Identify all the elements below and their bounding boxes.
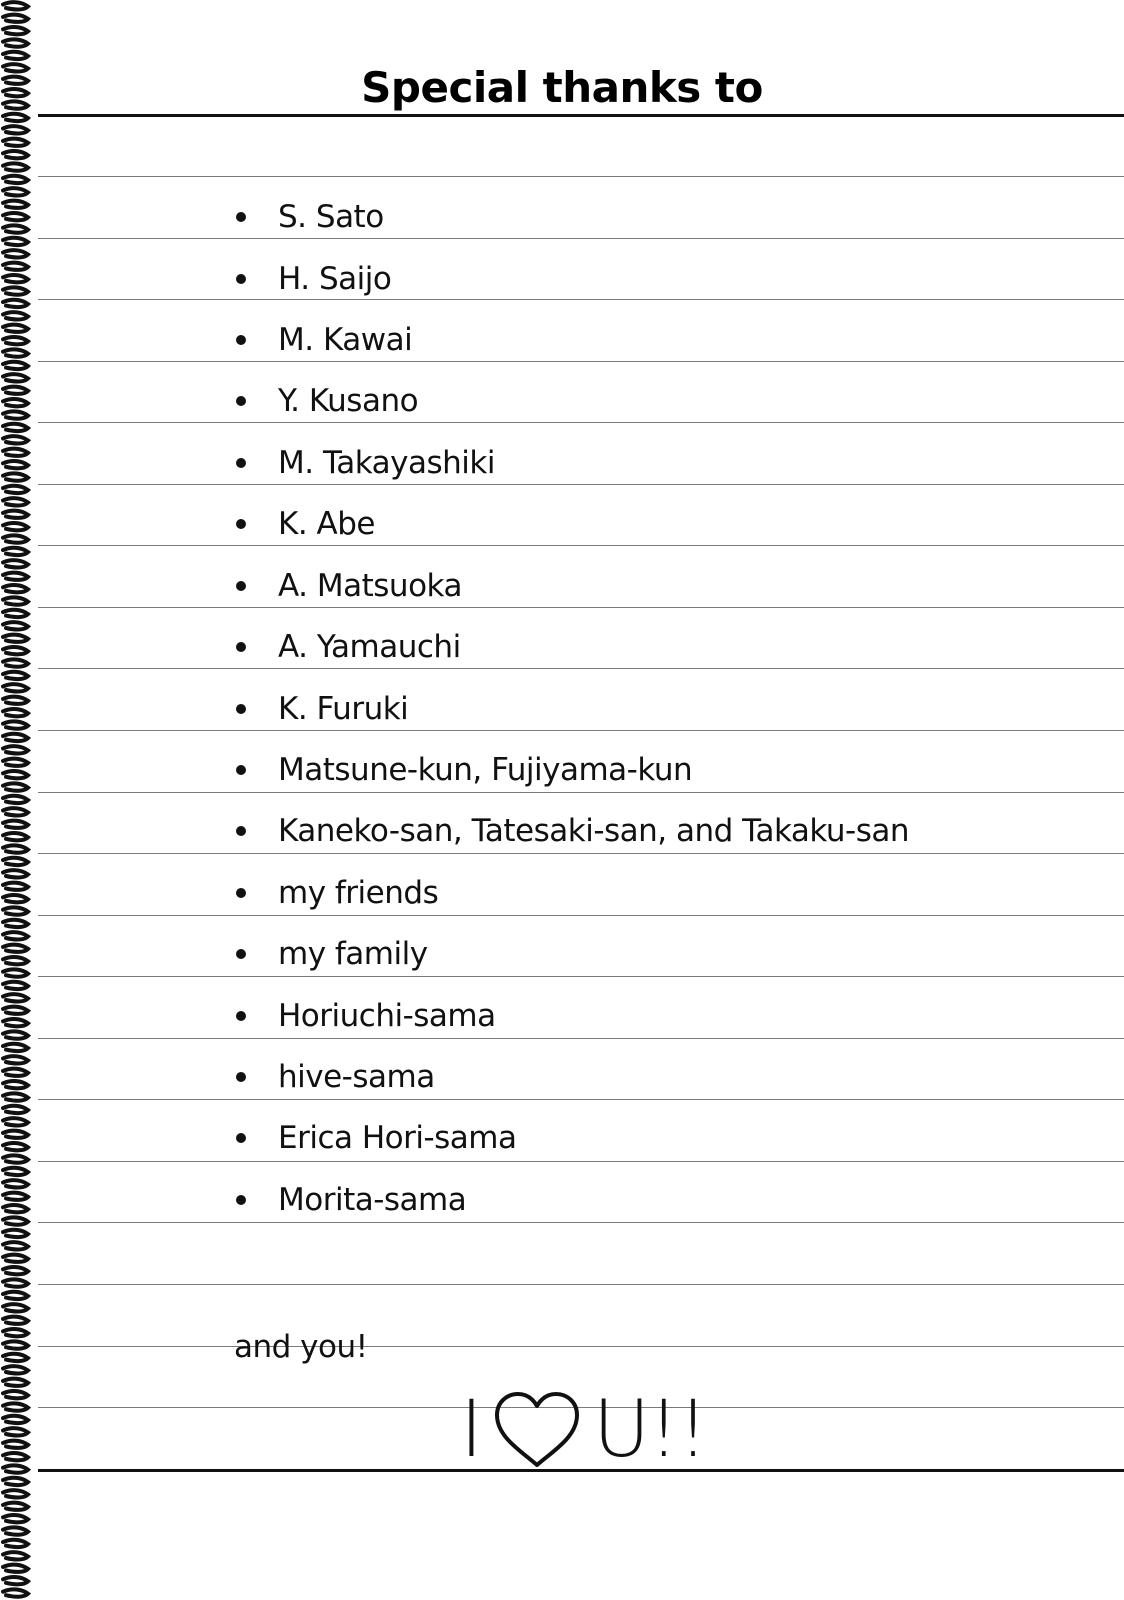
spiral-ring bbox=[3, 845, 28, 852]
spiral-ring bbox=[3, 1441, 28, 1448]
spiral-ring bbox=[3, 1031, 28, 1038]
spiral-ring bbox=[3, 1193, 28, 1200]
spiral-ring bbox=[3, 1515, 28, 1522]
spiral-ring bbox=[3, 945, 28, 952]
bullet-icon bbox=[236, 642, 246, 652]
spiral-ring bbox=[3, 1589, 28, 1596]
spiral-ring bbox=[3, 511, 28, 518]
spiral-ring bbox=[3, 1267, 28, 1274]
spiral-ring bbox=[3, 734, 28, 741]
spiral-ring bbox=[3, 560, 28, 567]
spiral-ring bbox=[3, 498, 28, 505]
bullet-icon bbox=[236, 1195, 246, 1205]
thanks-name: hive-sama bbox=[278, 1059, 435, 1095]
spiral-ring bbox=[3, 1577, 28, 1584]
spiral-ring bbox=[3, 622, 28, 629]
thanks-list-item bbox=[236, 1046, 1086, 1108]
spiral-ring bbox=[3, 1279, 28, 1286]
spiral-ring bbox=[3, 337, 28, 344]
spiral-ring bbox=[3, 387, 28, 394]
bullet-icon bbox=[236, 1011, 246, 1021]
thanks-list-item bbox=[236, 370, 1086, 432]
spiral-ring bbox=[3, 1143, 28, 1150]
spiral-ring bbox=[3, 535, 28, 542]
thanks-name: Horiuchi-sama bbox=[278, 998, 496, 1034]
spiral-ring bbox=[3, 1217, 28, 1224]
bullet-icon bbox=[236, 1072, 246, 1082]
spiral-ring bbox=[3, 659, 28, 666]
spiral-ring bbox=[3, 1552, 28, 1559]
spiral-ring bbox=[3, 721, 28, 728]
spiral-ring bbox=[3, 163, 28, 170]
spiral-ring bbox=[3, 1478, 28, 1485]
spiral-ring bbox=[3, 709, 28, 716]
spiral-ring bbox=[3, 1007, 28, 1014]
spiral-ring bbox=[3, 1292, 28, 1299]
spiral-ring bbox=[3, 176, 28, 183]
bullet-icon bbox=[236, 519, 246, 529]
spiral-ring bbox=[3, 1118, 28, 1125]
ruled-line bbox=[38, 1284, 1124, 1285]
closing-line: and you! bbox=[234, 1329, 368, 1365]
bullet-icon bbox=[236, 704, 246, 714]
spiral-ring bbox=[3, 411, 28, 418]
spiral-ring bbox=[3, 1255, 28, 1262]
spiral-ring bbox=[3, 1168, 28, 1175]
thanks-list-item bbox=[236, 678, 1086, 740]
spiral-ring bbox=[3, 151, 28, 158]
thanks-list-item bbox=[236, 493, 1086, 555]
thanks-name: H. Saijo bbox=[278, 261, 392, 297]
spiral-ring bbox=[3, 1093, 28, 1100]
thanks-list-item bbox=[236, 616, 1086, 678]
spiral-ring bbox=[3, 139, 28, 146]
spiral-ring bbox=[3, 1527, 28, 1534]
spiral-ring bbox=[3, 1180, 28, 1187]
spiral-ring bbox=[3, 635, 28, 642]
spiral-ring bbox=[3, 1044, 28, 1051]
bullet-icon bbox=[236, 335, 246, 345]
spiral-ring bbox=[3, 610, 28, 617]
love-message-start: I bbox=[460, 1385, 482, 1475]
spiral-ring bbox=[3, 932, 28, 939]
spiral-ring bbox=[3, 1379, 28, 1386]
thanks-name: my friends bbox=[278, 875, 439, 911]
spiral-ring bbox=[3, 1540, 28, 1547]
spiral-ring bbox=[3, 312, 28, 319]
spiral-ring bbox=[3, 349, 28, 356]
bullet-icon bbox=[236, 1133, 246, 1143]
bullet-icon bbox=[236, 396, 246, 406]
spiral-ring bbox=[3, 1503, 28, 1510]
spiral-ring bbox=[3, 746, 28, 753]
spiral-ring bbox=[3, 597, 28, 604]
thanks-list-item bbox=[236, 1169, 1086, 1231]
spiral-ring bbox=[3, 1056, 28, 1063]
spiral-ring bbox=[3, 362, 28, 369]
bullet-icon bbox=[236, 212, 246, 222]
spiral-ring bbox=[3, 808, 28, 815]
spiral-ring bbox=[3, 672, 28, 679]
spiral-ring bbox=[3, 1391, 28, 1398]
spiral-ring bbox=[3, 585, 28, 592]
bullet-icon bbox=[236, 949, 246, 959]
thanks-name: K. Abe bbox=[278, 506, 375, 542]
spiral-ring bbox=[3, 858, 28, 865]
spiral-ring bbox=[3, 1205, 28, 1212]
spiral-ring bbox=[3, 796, 28, 803]
spiral-ring bbox=[3, 275, 28, 282]
spiral-ring bbox=[3, 39, 28, 46]
spiral-ring bbox=[3, 895, 28, 902]
spiral-ring bbox=[3, 870, 28, 877]
spiral-ring bbox=[3, 1453, 28, 1460]
spiral-ring bbox=[3, 1019, 28, 1026]
spiral-ring bbox=[3, 1155, 28, 1162]
spiral-ring bbox=[3, 1428, 28, 1435]
spiral-ring bbox=[3, 684, 28, 691]
bullet-icon bbox=[236, 826, 246, 836]
thanks-name: K. Furuki bbox=[278, 691, 409, 727]
spiral-ring bbox=[3, 374, 28, 381]
ruled-line bbox=[38, 176, 1124, 177]
heart-outline-icon bbox=[491, 1389, 583, 1471]
spiral-ring bbox=[3, 1465, 28, 1472]
love-message-end: U!! bbox=[593, 1385, 707, 1475]
bullet-icon bbox=[236, 765, 246, 775]
spiral-ring bbox=[3, 188, 28, 195]
spiral-ring bbox=[3, 1230, 28, 1237]
spiral-ring bbox=[3, 201, 28, 208]
thanks-list-item bbox=[236, 309, 1086, 371]
thanks-list-item bbox=[236, 186, 1086, 248]
thanks-list-item bbox=[236, 555, 1086, 617]
spiral-ring bbox=[3, 1242, 28, 1249]
spiral-ring bbox=[3, 436, 28, 443]
thanks-name: A. Matsuoka bbox=[278, 568, 462, 604]
spiral-ring bbox=[3, 548, 28, 555]
spiral-ring bbox=[3, 771, 28, 778]
thanks-name: my family bbox=[278, 936, 428, 972]
spiral-ring bbox=[3, 300, 28, 307]
bullet-icon bbox=[236, 458, 246, 468]
spiral-ring bbox=[3, 821, 28, 828]
spiral-ring bbox=[3, 1354, 28, 1361]
spiral-ring bbox=[3, 250, 28, 257]
thanks-name: M. Takayashiki bbox=[278, 445, 495, 481]
page-title: Special thanks to bbox=[361, 63, 763, 112]
love-message bbox=[460, 1382, 707, 1478]
thanks-list-item bbox=[236, 248, 1086, 310]
bullet-icon bbox=[236, 888, 246, 898]
spiral-ring bbox=[3, 883, 28, 890]
spiral-ring bbox=[3, 1304, 28, 1311]
spiral-ring bbox=[3, 833, 28, 840]
spiral-ring bbox=[3, 1403, 28, 1410]
spiral-ring bbox=[3, 969, 28, 976]
spiral-ring bbox=[3, 1131, 28, 1138]
spiral-ring bbox=[3, 1317, 28, 1324]
spiral-ring bbox=[3, 1329, 28, 1336]
spiral-ring bbox=[3, 473, 28, 480]
spiral-ring bbox=[3, 994, 28, 1001]
spiral-ring bbox=[3, 1081, 28, 1088]
thanks-list-item bbox=[236, 739, 1086, 801]
spiral-ring bbox=[3, 2, 28, 9]
thanks-name: M. Kawai bbox=[278, 322, 413, 358]
spiral-ring bbox=[3, 486, 28, 493]
spiral-binding bbox=[0, 0, 36, 1600]
spiral-ring bbox=[3, 424, 28, 431]
thanks-list-item bbox=[236, 800, 1086, 862]
bullet-icon bbox=[236, 581, 246, 591]
thanks-list-item bbox=[236, 862, 1086, 924]
spiral-ring bbox=[3, 449, 28, 456]
spiral-ring bbox=[3, 783, 28, 790]
thanks-name: Y. Kusano bbox=[278, 383, 419, 419]
spiral-ring bbox=[3, 697, 28, 704]
ruled-line bbox=[38, 1346, 1124, 1347]
spiral-ring bbox=[3, 982, 28, 989]
spiral-ring bbox=[3, 907, 28, 914]
spiral-ring bbox=[3, 213, 28, 220]
spiral-ring bbox=[3, 1366, 28, 1373]
spiral-ring bbox=[3, 325, 28, 332]
spiral-ring bbox=[3, 1106, 28, 1113]
spiral-ring bbox=[3, 1565, 28, 1572]
spiral-ring bbox=[3, 573, 28, 580]
spiral-ring bbox=[3, 920, 28, 927]
spiral-ring bbox=[3, 1416, 28, 1423]
thanks-name: Erica Hori-sama bbox=[278, 1120, 517, 1156]
thanks-list-item bbox=[236, 1107, 1086, 1169]
spiral-ring bbox=[3, 238, 28, 245]
thanks-list-item bbox=[236, 923, 1086, 985]
thanks-list-item bbox=[236, 432, 1086, 494]
spiral-ring bbox=[3, 263, 28, 270]
spiral-ring bbox=[3, 523, 28, 530]
spiral-ring bbox=[3, 15, 28, 22]
spiral-ring bbox=[3, 1069, 28, 1076]
spiral-ring bbox=[3, 126, 28, 133]
spiral-ring bbox=[3, 225, 28, 232]
thanks-name: S. Sato bbox=[278, 199, 384, 235]
thanks-name: Morita-sama bbox=[278, 1182, 467, 1218]
spiral-ring bbox=[3, 399, 28, 406]
spiral-ring bbox=[3, 27, 28, 34]
spiral-ring bbox=[3, 957, 28, 964]
bullet-icon bbox=[236, 274, 246, 284]
thanks-list-item bbox=[236, 985, 1086, 1047]
spiral-ring bbox=[3, 287, 28, 294]
thanks-name: Kaneko-san, Tatesaki-san, and Takaku-san bbox=[278, 813, 910, 849]
thanks-name: A. Yamauchi bbox=[278, 629, 461, 665]
spiral-ring bbox=[3, 647, 28, 654]
spiral-ring bbox=[3, 1490, 28, 1497]
spiral-ring bbox=[3, 461, 28, 468]
spiral-ring bbox=[3, 1341, 28, 1348]
thanks-name: Matsune-kun, Fujiyama-kun bbox=[278, 752, 693, 788]
spiral-ring bbox=[3, 759, 28, 766]
